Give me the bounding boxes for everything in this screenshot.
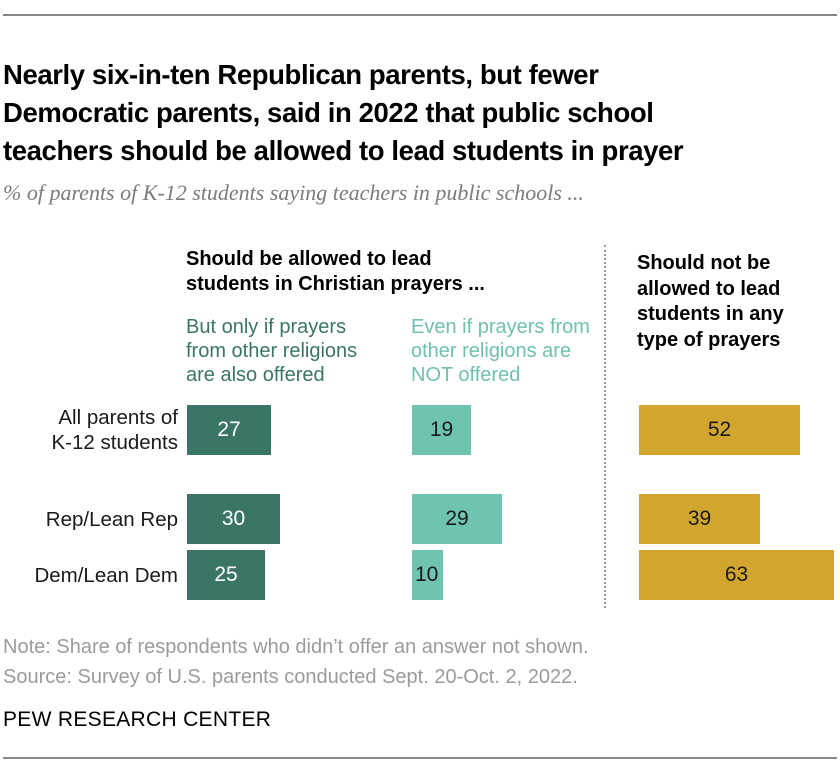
header-line: type of prayers <box>637 328 781 351</box>
top-rule <box>3 14 837 16</box>
header-line: students in Christian prayers ... <box>186 273 485 295</box>
row-label-rep-lean-rep: Rep/Lean Rep <box>45 507 178 531</box>
header-line: Even if prayers from <box>411 316 590 338</box>
title-line-2: Democratic parents, said in 2022 that public school <box>3 97 654 129</box>
row-label-dem-lean-dem: Dem/Lean Dem <box>34 563 178 587</box>
bar-even-if-not-offered-row-1 <box>412 494 502 544</box>
column-group-header-allowed <box>186 247 485 297</box>
bar-value-label: 52 <box>707 418 732 441</box>
series-header-even-if-not-offered <box>411 315 590 387</box>
column-group-header-not-allowed <box>637 251 784 353</box>
source-text: Source: Survey of U.S. parents conducted Sept. 20-Oct. 2, 2022. <box>3 666 578 688</box>
bar-not-allowed-any-prayers-row-0 <box>639 405 800 455</box>
bar-value-label: 25 <box>214 563 238 586</box>
bar-value-label: 19 <box>429 418 454 441</box>
bar-only-if-other-religions-offered-row-2 <box>187 550 265 600</box>
header-line: Should be allowed to lead <box>186 248 432 270</box>
series-header-only-if-offered <box>186 315 357 387</box>
header-line: other religions are <box>411 340 572 362</box>
title-line-1: Nearly six-in-ten Republican parents, but fewer <box>3 59 599 91</box>
bar-value-label: 29 <box>445 507 469 530</box>
header-line: from other religions <box>186 340 358 362</box>
row-label-all-parents-of-k-12-students: All parents of K-12 students <box>51 406 178 454</box>
bar-value-label: 63 <box>724 563 749 586</box>
bar-even-if-not-offered-row-2 <box>412 550 443 600</box>
bar-only-if-other-religions-offered-row-1 <box>187 494 280 544</box>
chart-subtitle: % of parents of K-12 students saying teachers in public schools ... <box>3 180 584 205</box>
title-line-3: teachers should be allowed to lead students in prayer <box>3 135 684 167</box>
note-text: Note: Share of respondents who didn’t offer an answer not shown. <box>3 636 589 658</box>
header-line: Should not be <box>637 252 771 274</box>
bottom-rule <box>3 757 837 759</box>
page-title <box>3 56 839 170</box>
bar-value-label: 10 <box>415 563 439 586</box>
header-line: are also offered <box>186 364 325 386</box>
bar-not-allowed-any-prayers-row-2 <box>639 550 834 600</box>
grouped-bar-chart <box>0 245 840 617</box>
header-line: students in any <box>637 303 784 325</box>
header-line: allowed to lead <box>637 277 781 300</box>
bar-value-label: 39 <box>687 507 712 530</box>
bar-value-label: 30 <box>221 507 246 530</box>
bar-value-label: 27 <box>217 418 241 441</box>
bar-only-if-other-religions-offered-row-0 <box>187 405 271 455</box>
bar-not-allowed-any-prayers-row-1 <box>639 494 760 544</box>
bar-even-if-not-offered-row-0 <box>412 405 471 455</box>
header-line: NOT offered <box>411 364 521 386</box>
pew-research-center-wordmark: PEW RESEARCH CENTER <box>3 708 272 731</box>
header-line: But only if prayers <box>186 316 347 338</box>
dotted-divider-line <box>604 245 606 608</box>
